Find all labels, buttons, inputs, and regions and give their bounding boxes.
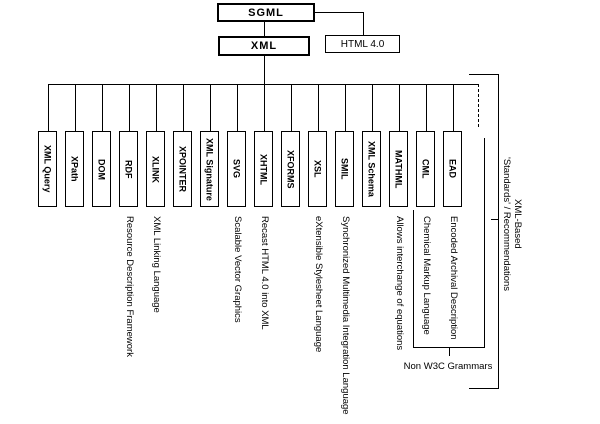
standard-box-cml <box>416 131 435 207</box>
connector-xml-rail <box>264 56 265 84</box>
standard-label: EAD <box>447 159 458 179</box>
standard-label: XPath <box>69 156 80 182</box>
drop-line-mathml <box>399 84 400 131</box>
standard-label: DOM <box>96 158 107 180</box>
standard-description-xlink: XML Linking Language <box>151 216 162 313</box>
connector-sgml-xml <box>264 22 265 36</box>
standard-box-xhtml <box>254 131 273 207</box>
standard-box-rdf <box>119 131 138 207</box>
drop-line-xforms <box>291 84 292 131</box>
drop-line-smil <box>345 84 346 131</box>
sgml-box <box>217 3 315 22</box>
standard-description-xsl: eXtensible Stylesheet Language <box>313 216 324 353</box>
drop-line-cml <box>426 84 427 131</box>
drop-line-xpointer <box>183 84 184 131</box>
xml-based-bracket-tick <box>491 219 498 220</box>
standard-label: XML Query <box>42 145 53 193</box>
sgml-label: SGML <box>248 6 284 19</box>
standard-label: XSL <box>312 160 323 178</box>
standard-label: RDF <box>123 159 134 179</box>
drop-line-xhtml <box>264 84 265 131</box>
drop-line-xml-query <box>48 84 49 131</box>
standard-description-ead: Encoded Archival Description <box>448 216 459 340</box>
standard-box-xml-query <box>38 131 57 207</box>
drop-line-xlink <box>156 84 157 131</box>
non-w3c-bracket-right <box>484 138 485 347</box>
standard-description-svg: Scalable Vector Graphics <box>232 216 243 323</box>
standard-box-svg <box>227 131 246 207</box>
xml-label: XML <box>250 40 278 52</box>
standard-box-xsl <box>308 131 327 207</box>
standard-label: SVG <box>231 159 242 179</box>
standard-description-rdf: Resource Description Framework <box>124 216 135 357</box>
standard-box-xml-signature <box>200 131 219 207</box>
non-w3c-bracket-left <box>413 210 414 347</box>
non-w3c-bracket-tick <box>449 347 450 356</box>
xml-based-standards-label-line1: XML-Based <box>512 199 523 249</box>
standard-label: SMIL <box>339 158 350 180</box>
standard-label: MATHML <box>393 149 404 189</box>
standard-label: XPOINTER <box>177 145 188 192</box>
standard-box-mathml <box>389 131 408 207</box>
non-w3c-grammars-label: Non W3C Grammars <box>403 361 493 372</box>
standard-description-cml: Chemical Markup Language <box>421 216 432 335</box>
standard-box-xpointer <box>173 131 192 207</box>
drop-line-dom <box>102 84 103 131</box>
drop-line-xml-schema <box>372 84 373 131</box>
standard-description-mathml: Allows interchange of equations <box>394 216 405 351</box>
html40-label: HTML 4.0 <box>340 38 385 50</box>
standard-box-xlink <box>146 131 165 207</box>
html40-box <box>325 35 400 53</box>
xml-based-bracket-right <box>498 74 499 389</box>
standard-box-xforms <box>281 131 300 207</box>
xml-box <box>218 36 310 56</box>
standard-description-xhtml: Recast HTML 4.0 into XML <box>259 216 270 330</box>
standard-label: XML Signature <box>204 137 215 201</box>
standard-box-xml-schema <box>362 131 381 207</box>
xml-based-bracket-top <box>469 74 499 75</box>
xml-based-standards-label-line2: 'Standards' / Recommendations <box>501 156 512 292</box>
drop-line-xsl <box>318 84 319 131</box>
connector-sgml-html-horizontal <box>315 12 363 13</box>
standard-label: XML Schema <box>366 141 377 197</box>
drop-line-svg <box>237 84 238 131</box>
dashed-future-standards-line <box>478 84 479 127</box>
standard-label: XLINK <box>150 155 161 183</box>
connector-sgml-html-vertical <box>363 12 364 35</box>
standard-label: CML <box>420 159 431 179</box>
standard-description-smil: Synchronized Multimedia Integration Language <box>340 216 351 415</box>
standard-label: XHTML <box>258 153 269 185</box>
drop-line-rdf <box>129 84 130 131</box>
standard-box-xpath <box>65 131 84 207</box>
drop-line-xml-signature <box>210 84 211 131</box>
xml-based-standards-label <box>501 149 523 299</box>
standard-box-dom <box>92 131 111 207</box>
drop-line-xpath <box>75 84 76 131</box>
standard-label: XFORMS <box>285 149 296 189</box>
xml-based-bracket-bottom <box>469 388 499 389</box>
standard-box-smil <box>335 131 354 207</box>
drop-line-ead <box>453 84 454 131</box>
standard-box-ead <box>443 131 462 207</box>
